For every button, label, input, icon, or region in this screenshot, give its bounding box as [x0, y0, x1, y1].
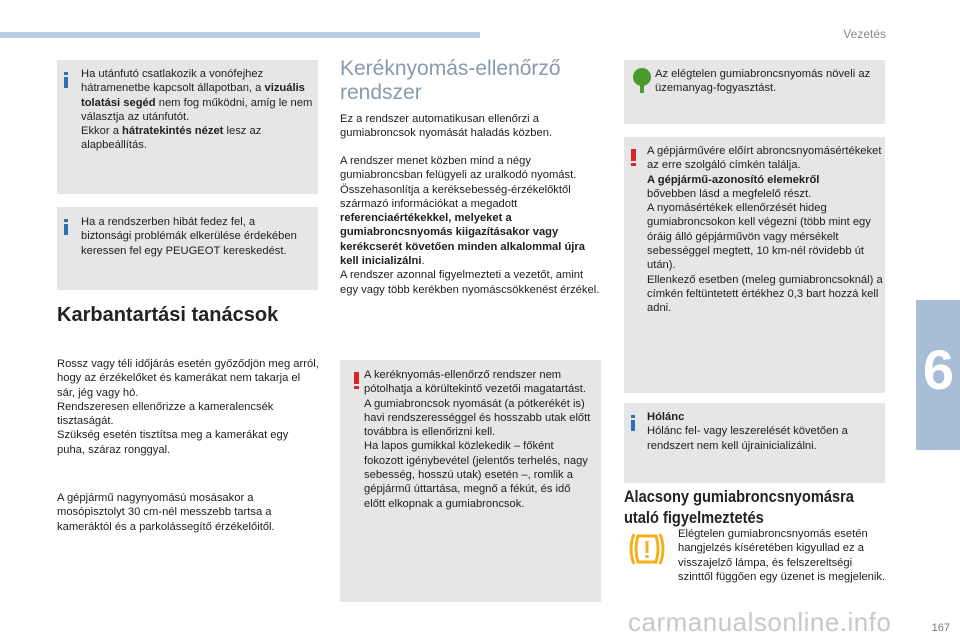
section-title: Vezetés [843, 27, 886, 41]
eco-note [624, 60, 885, 124]
tpms-heading: Keréknyomás-ellenőrző rendszer [340, 57, 561, 104]
maintenance-text: Rossz vagy téli időjárás esetén győződjön meg arról, hogy az érzékelőket és kamerákat nem takarja el sár, jég vagy hó. Rendszeresen ellenőrizze a kameralencsék tisztaságát. Szükség esetén tisztítsa meg a kamerákat egy puha, száraz ronggyal. [57, 358, 319, 456]
page-number: 167 [931, 622, 950, 634]
warning-lamp-text: Elégtelen gumiabroncsnyomás esetén hangjelzés kíséretében kigyullad ez a visszajelző lámpa, és felszereltségi szinttől függően egy üzenet is megjelenik. [678, 528, 886, 583]
low-pressure-warning-heading: Alacsony gumiabroncsnyomásra utaló figyelmeztetés [624, 487, 854, 527]
maintenance-heading: Karbantartási tanácsok [57, 304, 279, 326]
info-note-trailer-text: Ha utánfutó csatlakozik a vonófejhez hátramenetbe kapcsolt állapotban, a vizuális tolatási segéd nem fog működni, amíg le nem választja az utánfutót. Ekkor a hátratekintés nézet lesz az alapbeállítás. [81, 68, 313, 152]
info-note-dealer-text: Ha a rendszerben hibát fedez fel, a biztonsági problémák elkerülése érdekében keressen fel egy PEUGEOT kereskedést. [81, 216, 297, 257]
eco-tree-icon [632, 68, 652, 94]
info-icon [64, 72, 68, 88]
info-note-snow-chains [624, 403, 885, 483]
pressure-wash-text: A gépjármű nagynyomású mosásakor a mosópisztolyt 30 cm-nél messzebb tartsa a kameráktól és a parkolássegítő érzékelőitől. [57, 492, 275, 533]
info-note-snow-chains-text: Hólánc Hólánc fel- vagy leszerelését követően a rendszert nem kell újrainicializálni. [647, 411, 848, 452]
tpms-intro: Ez a rendszer automatikusan ellenőrzi a gumiabroncsok nyomását haladás közben. [340, 113, 553, 140]
eco-note-text: Az elégtelen gumiabroncsnyomás növeli az üzemanyag-fogyasztást. [655, 68, 871, 95]
tire-pressure-warning-lamp-icon [626, 528, 668, 570]
info-icon [64, 219, 68, 235]
warning-note-tpms-text: A keréknyomás-ellenőrző rendszer nem pótolhatja a körültekintő vezetői magatartást. A gumiabroncsok nyomását (a pótkerékét is) havi rendszerességgel és hosszabb utak előtt továbbra is ellenőrizni kell. Ha lapos gumikkal közlekedik – főként fokozott igénybevétel (jelentős terhelés, nagy sebesség, hosszú utak) esetén –, romlik a gépjármű úttartása, megnő a fékút, és idő előtt elkopnak a gumiabroncsok. [364, 369, 591, 510]
info-note-trailer [57, 60, 318, 194]
warning-exclamation-icon [631, 149, 636, 166]
chapter-number: 6 [922, 338, 954, 401]
header-accent-bar [0, 32, 480, 38]
info-icon [631, 415, 635, 431]
warning-exclamation-icon [354, 372, 359, 389]
warning-note-pressure-values [624, 137, 885, 393]
info-note-dealer [57, 207, 318, 290]
tpms-description: A rendszer menet közben mind a négy gumiabroncsban felügyeli az uralkodó nyomást. Összehasonlítja a keréksebesség-érzékelőktől származó információkat a megadott referenciaértékekkel, melyeket a gumiabroncsnyomás kiigazításakor vagy kerékcserét követően minden alkalommal újra kell inicializálni. A rendszer azonnal figyelmezteti a vezetőt, amint egy vagy több kerékben nyomáscsökkenést érzékel. [340, 155, 600, 296]
watermark: carmanualsonline.info [628, 607, 892, 637]
warning-note-tpms [340, 360, 601, 602]
warning-note-pressure-text: A gépjárművére előírt abroncsnyomásértékeket az erre szolgáló címkén találja. A gépjármű-azonosító elemekről bővebben lásd a megfelelő részt. A nyomásértékek ellenőrzését hideg gumiabroncsokon kell végezni (több mint egy óráig álló gépjárművön vagy mérsékelt sebességgel megtett, 10 km-nél rövidebb út után). Ellenkező esetben (meleg gumiabroncsoknál) a címkén feltüntetett értékhez 0,3 bart hozzá kell adni. [647, 145, 883, 315]
